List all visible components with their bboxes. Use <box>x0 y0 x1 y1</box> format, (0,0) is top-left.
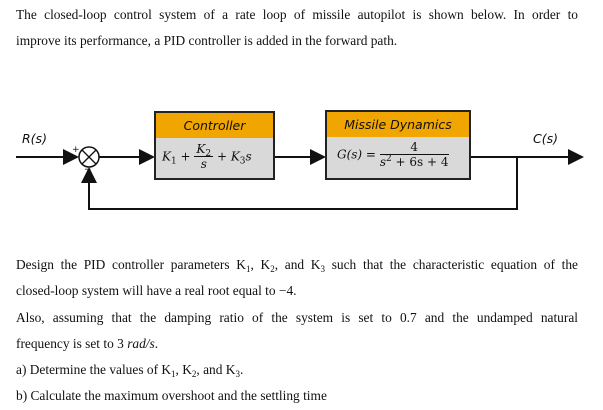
question-line-4: frequency is set to 3 rad/s. <box>16 336 159 351</box>
controller-title: Controller <box>156 113 273 139</box>
diagram-wiring <box>0 95 603 220</box>
summing-minus-sign: − <box>84 165 92 175</box>
intro-line-2: improve its performance, a PID controller is added in the forward path. <box>16 33 398 48</box>
block-diagram <box>0 95 603 220</box>
plant-title: Missile Dynamics <box>327 112 469 138</box>
intro-line-1: The closed-loop control system of a rate loop of missile autopilot is shown below. In order to <box>16 7 578 22</box>
question-part-b: b) Calculate the maximum overshoot and the settling time <box>16 388 327 403</box>
summing-junction <box>79 147 99 167</box>
controller-block <box>154 111 275 180</box>
controller-transfer-function: $K_1$ + $\frac{K_2}{s}$ + $K_3s$ <box>156 138 273 178</box>
question-line-1: Design the PID controller parameters $K_1$, $K_2$, and $K_3$ such that the characteristic equation of the <box>16 257 578 274</box>
summing-plus-sign: + <box>72 145 80 155</box>
question-line-2: closed-loop system will have a real root equal to −4. <box>16 283 297 298</box>
question-line-3: Also, assuming that the damping ratio of the system is set to 0.7 and the undamped natural <box>16 310 578 325</box>
output-label: C(s) <box>533 131 558 146</box>
plant-transfer-function: G(s) = $\frac{4}{s^2 + 6s + 4}$ <box>327 137 469 178</box>
question-part-a: a) Determine the values of $K_1$, $K_2$, and $K_3$. <box>16 362 244 379</box>
input-label: R(s) <box>22 131 47 146</box>
plant-block <box>325 110 471 180</box>
